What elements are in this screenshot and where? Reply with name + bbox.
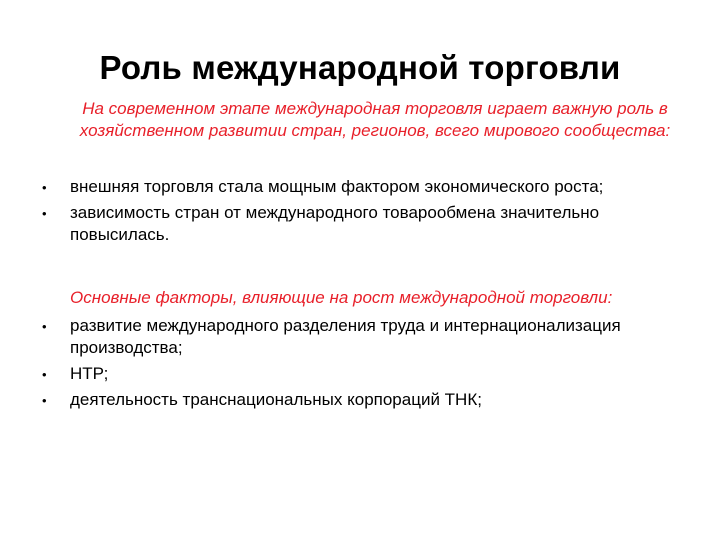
factors-heading: Основные факторы, влияющие на рост международной торговли: (70, 288, 613, 307)
bullet-icon: • (42, 393, 47, 408)
list-item (42, 315, 692, 359)
bullet-icon: • (42, 206, 47, 221)
bullet-list-factors (42, 315, 692, 415)
list-item-text: зависимость стран от международного товарообмена значительно повысилась. (70, 203, 600, 244)
list-item (42, 176, 692, 198)
bullet-icon: • (42, 367, 47, 382)
list-item (42, 389, 692, 411)
bullet-icon: • (42, 319, 47, 334)
list-item-text: деятельность транснациональных корпораций ТНК; (70, 390, 482, 409)
list-item-text: НТР; (70, 364, 109, 383)
bullet-list-trade-role (42, 176, 692, 250)
list-item (42, 202, 692, 246)
list-item (42, 363, 692, 385)
list-item-text: развитие международного разделения труда и интернационализация производства; (70, 316, 621, 357)
intro-text: На современном этапе международная торговля играет важную роль в хозяйственном развитии стран, регионов, всего мирового сообщества: (79, 99, 671, 140)
bullet-icon: • (42, 180, 47, 195)
list-item-text: внешняя торговля стала мощным фактором экономического роста; (70, 177, 604, 196)
slide-title: Роль международной торговли (99, 49, 621, 86)
